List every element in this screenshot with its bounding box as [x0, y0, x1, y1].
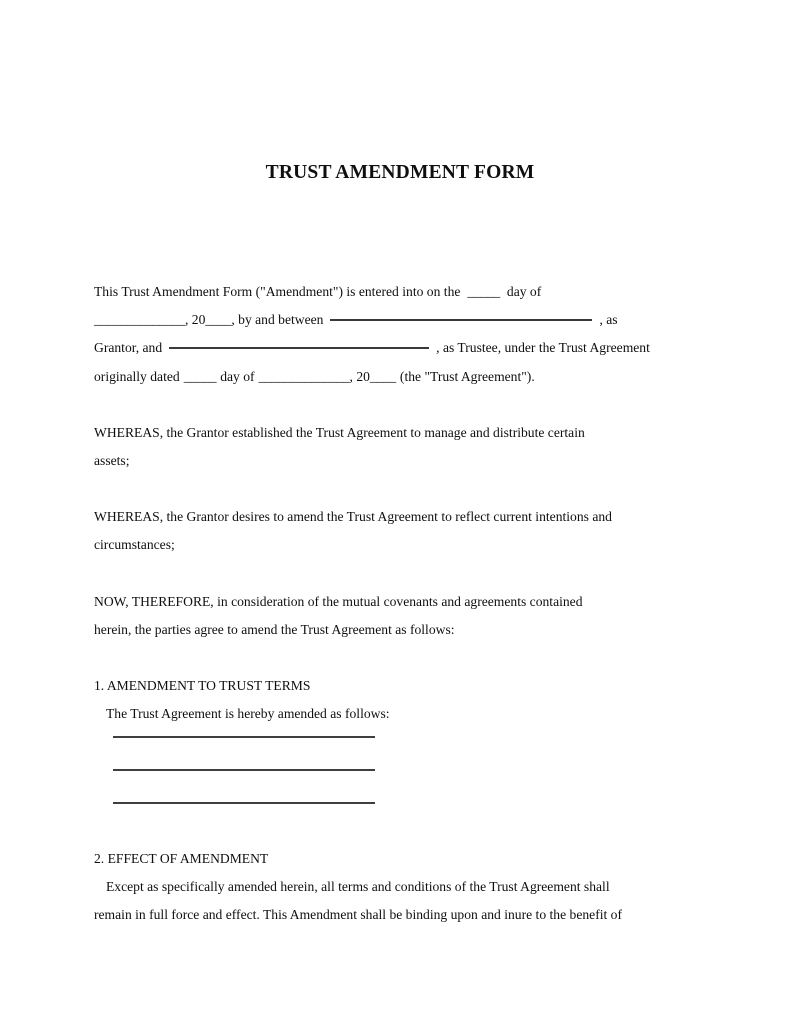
whereas-1-line-1: WHEREAS, the Grantor established the Trust Agreement to manage and distribute certain: [94, 424, 585, 440]
whereas-paragraph-2: [94, 503, 706, 559]
intro-line-1-text-b: day of: [506, 284, 542, 299]
whereas-paragraph-1: [94, 419, 706, 475]
intro-line-3-text-a: Grantor, and: [94, 340, 163, 356]
whereas-1-line-2: assets;: [94, 452, 130, 468]
intro-day-blank[interactable]: _____: [467, 284, 500, 299]
amendment-fill-in-line-2[interactable]: [113, 769, 375, 771]
intro-month-blank[interactable]: ______________: [94, 312, 185, 328]
section-2-body-line-1: Except as specifically amended herein, all terms and conditions of the Trust Agreement shall: [106, 879, 610, 895]
section-1-body-line-1: The Trust Agreement is hereby amended as follows:: [106, 706, 390, 722]
now-therefore-paragraph: [94, 588, 706, 644]
amendment-fill-in-line-3[interactable]: [113, 802, 375, 804]
intro-line-4-text-d: (the "Trust Agreement").: [399, 368, 535, 384]
original-month-blank[interactable]: ______________: [258, 368, 350, 384]
intro-line-4: [94, 363, 706, 391]
page-title: TRUST AMENDMENT FORM: [265, 162, 535, 183]
intro-year-blank[interactable]: ____: [205, 312, 232, 328]
amendment-fill-in-lines: [113, 736, 375, 835]
grantor-name-rule[interactable]: [330, 319, 592, 321]
intro-line-4-text-c: , 20: [349, 368, 370, 384]
section-2-heading: 2. EFFECT OF AMENDMENT: [94, 851, 269, 866]
intro-line-2: [94, 306, 706, 334]
amendment-fill-in-line-1[interactable]: [113, 736, 375, 738]
intro-line-2-text-c: , as: [599, 312, 618, 328]
intro-line-2-text-a: , 20: [184, 312, 206, 328]
document-body: [94, 278, 706, 728]
intro-line-3: [94, 334, 706, 362]
now-therefore-line-1: NOW, THEREFORE, in consideration of the mutual covenants and agreements contained: [94, 593, 583, 609]
trustee-name-rule[interactable]: [169, 347, 429, 349]
whereas-2-line-2: circumstances;: [94, 537, 175, 553]
section-2-body-line-2: remain in full force and effect. This Amendment shall be binding upon and inure to the benefit of: [94, 907, 622, 923]
section-1: [94, 672, 706, 728]
intro-line-1: [94, 278, 706, 306]
section-2: [94, 845, 714, 930]
whereas-2-line-1: WHEREAS, the Grantor desires to amend the Trust Agreement to reflect current intentions and: [94, 509, 612, 525]
section-1-heading: 1. AMENDMENT TO TRUST TERMS: [94, 677, 311, 693]
intro-line-1-text-a: This Trust Amendment Form ("Amendment") is entered into on the: [94, 284, 461, 299]
intro-line-3-text-b: , as Trustee, under the Trust Agreement: [436, 340, 650, 356]
original-day-blank[interactable]: _____: [183, 368, 217, 384]
original-year-blank[interactable]: ____: [369, 368, 396, 384]
intro-line-2-text-b: , by and between: [231, 312, 324, 328]
intro-paragraph: [94, 278, 706, 391]
intro-line-4-text-a: originally dated: [94, 368, 180, 384]
now-therefore-line-2: herein, the parties agree to amend the Trust Agreement as follows:: [94, 621, 455, 637]
intro-line-4-text-b: day of: [220, 368, 255, 384]
